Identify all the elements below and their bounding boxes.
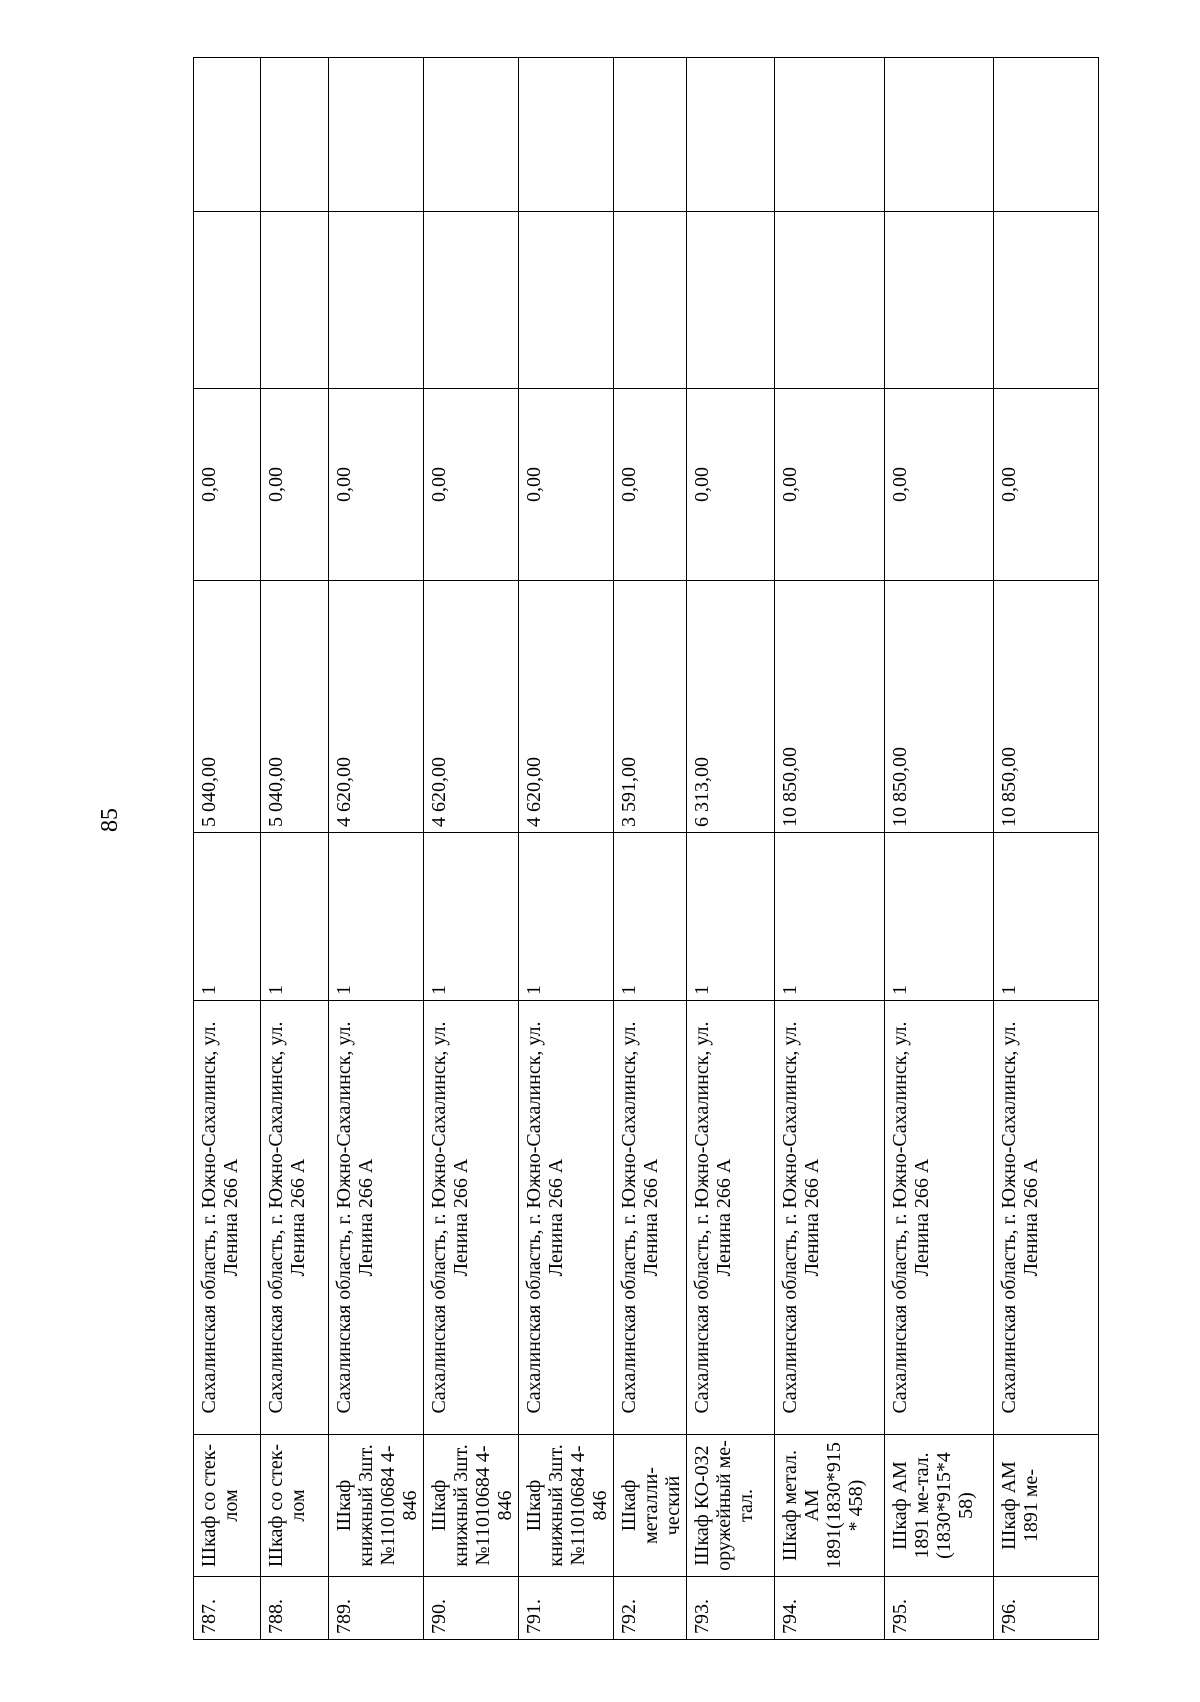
- item-cost: 6 313,00: [687, 581, 775, 833]
- item-cost: 5 040,00: [194, 581, 261, 833]
- item-col8: [994, 58, 1099, 212]
- item-name: Шкаф АМ 1891 ме-тал.(1830*915*4 58): [885, 1435, 994, 1577]
- row-number: 796.: [994, 1577, 1099, 1640]
- item-cost: 4 620,00: [424, 581, 519, 833]
- row-number: 788.: [261, 1577, 329, 1640]
- item-name: Шкаф КО-032 оружейный ме-тал.: [687, 1435, 775, 1577]
- table-row: [775, 58, 885, 1640]
- item-cost: 5 040,00: [261, 581, 329, 833]
- item-col8: [261, 58, 329, 212]
- item-col7: [194, 212, 261, 389]
- item-residual: 0,00: [614, 389, 687, 581]
- table-row: [329, 58, 424, 1640]
- item-residual: 0,00: [994, 389, 1099, 581]
- item-address: Сахалинская область, г. Южно-Сахалинск, ул. Ленина 266 А: [687, 1001, 775, 1435]
- row-number: 791.: [519, 1577, 614, 1640]
- row-number: 787.: [194, 1577, 261, 1640]
- item-name: Шкаф АМ 1891 ме-: [994, 1435, 1099, 1577]
- row-number: 789.: [329, 1577, 424, 1640]
- item-col8: [519, 58, 614, 212]
- item-residual: 0,00: [519, 389, 614, 581]
- item-quantity: 1: [261, 833, 329, 1001]
- row-number: 793.: [687, 1577, 775, 1640]
- item-col7: [687, 212, 775, 389]
- item-residual: 0,00: [885, 389, 994, 581]
- item-residual: 0,00: [194, 389, 261, 581]
- row-number: 792.: [614, 1577, 687, 1640]
- item-col7: [329, 212, 424, 389]
- item-residual: 0,00: [424, 389, 519, 581]
- row-number: 794.: [775, 1577, 885, 1640]
- item-address: Сахалинская область, г. Южно-Сахалинск, ул. Ленина 266 А: [775, 1001, 885, 1435]
- item-quantity: 1: [194, 833, 261, 1001]
- item-name: Шкаф книжный 3шт.№11010684 4-846: [424, 1435, 519, 1577]
- item-quantity: 1: [614, 833, 687, 1001]
- item-name: Шкаф метал. АМ 1891(1830*915* 458): [775, 1435, 885, 1577]
- item-col7: [885, 212, 994, 389]
- item-address: Сахалинская область, г. Южно-Сахалинск, ул. Ленина 266 А: [424, 1001, 519, 1435]
- item-col8: [329, 58, 424, 212]
- item-name: Шкаф со стек-лом: [261, 1435, 329, 1577]
- table-row: [994, 58, 1099, 1640]
- item-cost: 10 850,00: [775, 581, 885, 833]
- item-residual: 0,00: [687, 389, 775, 581]
- table-row: [885, 58, 994, 1640]
- item-address: Сахалинская область, г. Южно-Сахалинск, ул. Ленина 266 А: [885, 1001, 994, 1435]
- item-cost: 10 850,00: [994, 581, 1099, 833]
- item-residual: 0,00: [261, 389, 329, 581]
- item-cost: 10 850,00: [885, 581, 994, 833]
- item-quantity: 1: [687, 833, 775, 1001]
- item-quantity: 1: [329, 833, 424, 1001]
- item-col8: [194, 58, 261, 212]
- item-col7: [519, 212, 614, 389]
- item-cost: 4 620,00: [329, 581, 424, 833]
- item-address: Сахалинская область, г. Южно-Сахалинск, ул. Ленина 266 А: [194, 1001, 261, 1435]
- table-row: [519, 58, 614, 1640]
- item-col7: [614, 212, 687, 389]
- item-residual: 0,00: [775, 389, 885, 581]
- row-number: 790.: [424, 1577, 519, 1640]
- item-quantity: 1: [775, 833, 885, 1001]
- item-col7: [775, 212, 885, 389]
- item-address: Сахалинская область, г. Южно-Сахалинск, ул. Ленина 266 А: [614, 1001, 687, 1435]
- item-name: Шкаф со стек-лом: [194, 1435, 261, 1577]
- row-number: 795.: [885, 1577, 994, 1640]
- table-row: [614, 58, 687, 1640]
- inventory-table: [193, 57, 1099, 1640]
- table-row: [261, 58, 329, 1640]
- item-col7: [261, 212, 329, 389]
- item-quantity: 1: [519, 833, 614, 1001]
- item-col8: [687, 58, 775, 212]
- rotated-table-container: [193, 58, 1070, 1640]
- item-quantity: 1: [424, 833, 519, 1001]
- item-name: Шкаф металли-ческий: [614, 1435, 687, 1577]
- item-name: Шкаф книжный 3шт.№11010684 4-846: [329, 1435, 424, 1577]
- item-cost: 3 591,00: [614, 581, 687, 833]
- item-quantity: 1: [994, 833, 1099, 1001]
- item-quantity: 1: [885, 833, 994, 1001]
- table-row: [194, 58, 261, 1640]
- table-row: [687, 58, 775, 1640]
- item-col7: [424, 212, 519, 389]
- item-col8: [614, 58, 687, 212]
- item-col8: [424, 58, 519, 212]
- page-number: 85: [97, 808, 123, 832]
- item-address: Сахалинская область, г. Южно-Сахалинск, ул. Ленина 266 А: [261, 1001, 329, 1435]
- item-col7: [994, 212, 1099, 389]
- item-name: Шкаф книжный 3шт.№11010684 4-846: [519, 1435, 614, 1577]
- item-col8: [775, 58, 885, 212]
- item-address: Сахалинская область, г. Южно-Сахалинск, ул. Ленина 266 А: [519, 1001, 614, 1435]
- table-row: [424, 58, 519, 1640]
- item-residual: 0,00: [329, 389, 424, 581]
- item-col8: [885, 58, 994, 212]
- item-address: Сахалинская область, г. Южно-Сахалинск, ул. Ленина 266 А: [329, 1001, 424, 1435]
- item-address: Сахалинская область, г. Южно-Сахалинск, ул. Ленина 266 А: [994, 1001, 1099, 1435]
- item-cost: 4 620,00: [519, 581, 614, 833]
